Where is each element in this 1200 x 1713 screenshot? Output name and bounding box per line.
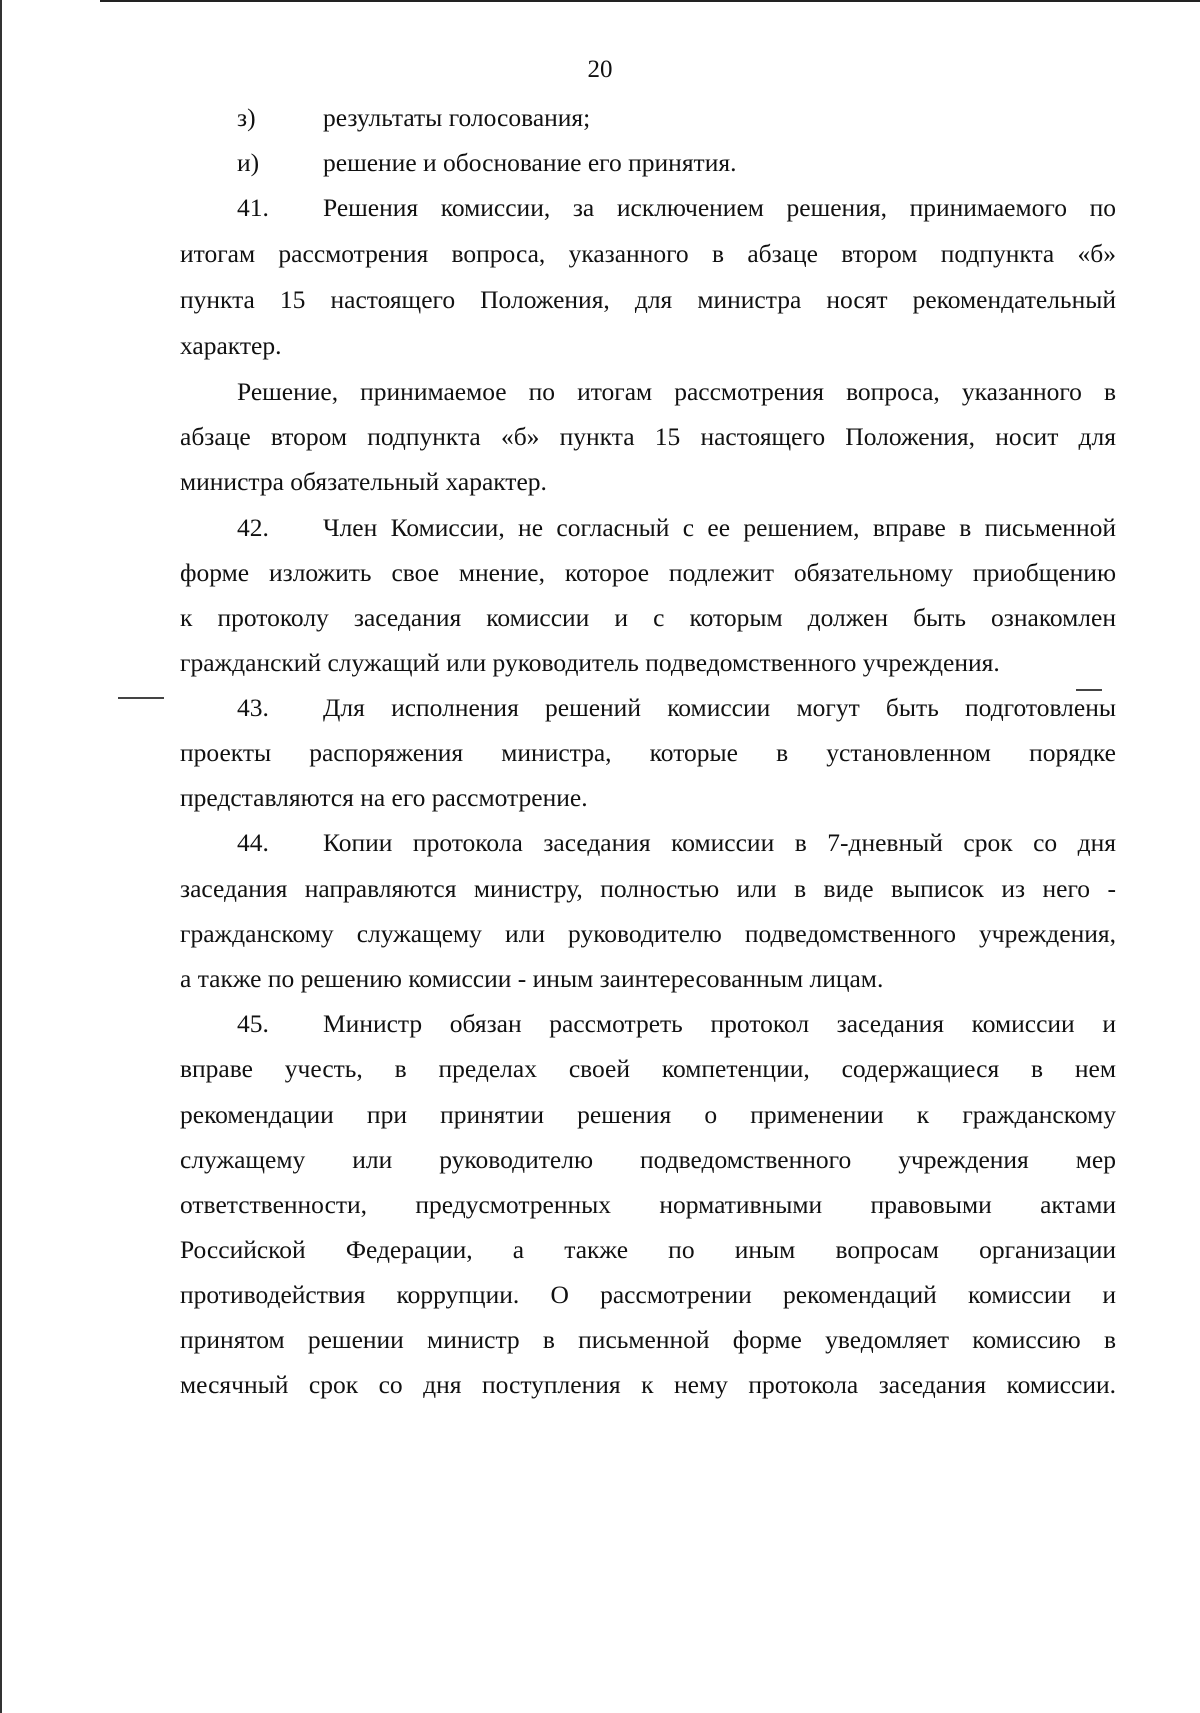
list-item-text: решение и обоснование его принятия. <box>323 148 737 177</box>
paragraph-number: 41. <box>237 193 269 222</box>
paragraph-line: служащему или руководителю подведомственного учреждения мер <box>180 1145 1116 1174</box>
paragraph-number: 42. <box>237 513 269 542</box>
paragraph-line: пункта 15 настоящего Положения, для министра носят рекомендательный <box>180 285 1116 314</box>
paragraph-line: абзаце втором подпункта «б» пункта 15 настоящего Положения, носит для <box>180 422 1116 451</box>
paragraph-line: рекомендации при принятии решения о применении к гражданскому <box>180 1100 1116 1129</box>
page-number: 20 <box>587 56 613 83</box>
paragraph-line: форме изложить свое мнение, которое подлежит обязательному приобщению <box>180 558 1116 587</box>
paragraph-line: представляются на его рассмотрение. <box>180 783 588 812</box>
paragraph-line: Для исполнения решений комиссии могут быть подготовлены <box>323 693 1116 722</box>
paragraph-line: характер. <box>180 331 282 360</box>
paragraph-line: противодействия коррупции. О рассмотрении рекомендаций комиссии и <box>180 1280 1116 1309</box>
list-item-marker: и) <box>237 148 260 177</box>
paragraph-line: итогам рассмотрения вопроса, указанного в абзаце втором подпункта «б» <box>180 239 1116 268</box>
paragraph-line: проекты распоряжения министра, которые в установленном порядке <box>180 738 1116 767</box>
paragraph-number: 44. <box>237 828 269 857</box>
paragraph-number: 45. <box>237 1009 269 1038</box>
list-item-text: результаты голосования; <box>323 103 591 132</box>
scan-left-edge <box>0 0 2 1713</box>
paragraph-line: Министр обязан рассмотреть протокол заседания комиссии и <box>323 1009 1116 1038</box>
list-item-marker: з) <box>237 103 256 132</box>
scan-artifact <box>118 697 164 699</box>
scan-artifact <box>1076 689 1102 691</box>
paragraph-number: 43. <box>237 693 269 722</box>
paragraph-line: заседания направляются министру, полностью или в виде выписок из него - <box>180 874 1116 903</box>
paragraph-line: Решение, принимаемое по итогам рассмотрения вопроса, указанного в <box>237 377 1116 406</box>
paragraph-line: ответственности, предусмотренных нормативными правовыми актами <box>180 1190 1116 1219</box>
paragraph-line: вправе учесть, в пределах своей компетенции, содержащиеся в нем <box>180 1054 1116 1083</box>
paragraph-line: Решения комиссии, за исключением решения, принимаемого по <box>323 193 1116 222</box>
paragraph-line: гражданский служащий или руководитель подведомственного учреждения. <box>180 648 1000 677</box>
paragraph-line: месячный срок со дня поступления к нему протокола заседания комиссии. <box>180 1370 1116 1399</box>
paragraph-line: к протоколу заседания комиссии и с которым должен быть ознакомлен <box>180 603 1116 632</box>
paragraph-line: гражданскому служащему или руководителю подведомственного учреждения, <box>180 919 1116 948</box>
scan-top-edge <box>100 0 1200 2</box>
paragraph-line: Копии протокола заседания комиссии в 7-дневный срок со дня <box>323 828 1116 857</box>
paragraph-line: министра обязательный характер. <box>180 467 547 496</box>
paragraph-line: а также по решению комиссии - иным заинтересованным лицам. <box>180 964 884 993</box>
paragraph-line: Член Комиссии, не согласный с ее решением, вправе в письменной <box>323 513 1116 542</box>
paragraph-line: принятом решении министр в письменной форме уведомляет комиссию в <box>180 1325 1116 1354</box>
paragraph-line: Российской Федерации, а также по иным вопросам организации <box>180 1235 1116 1264</box>
